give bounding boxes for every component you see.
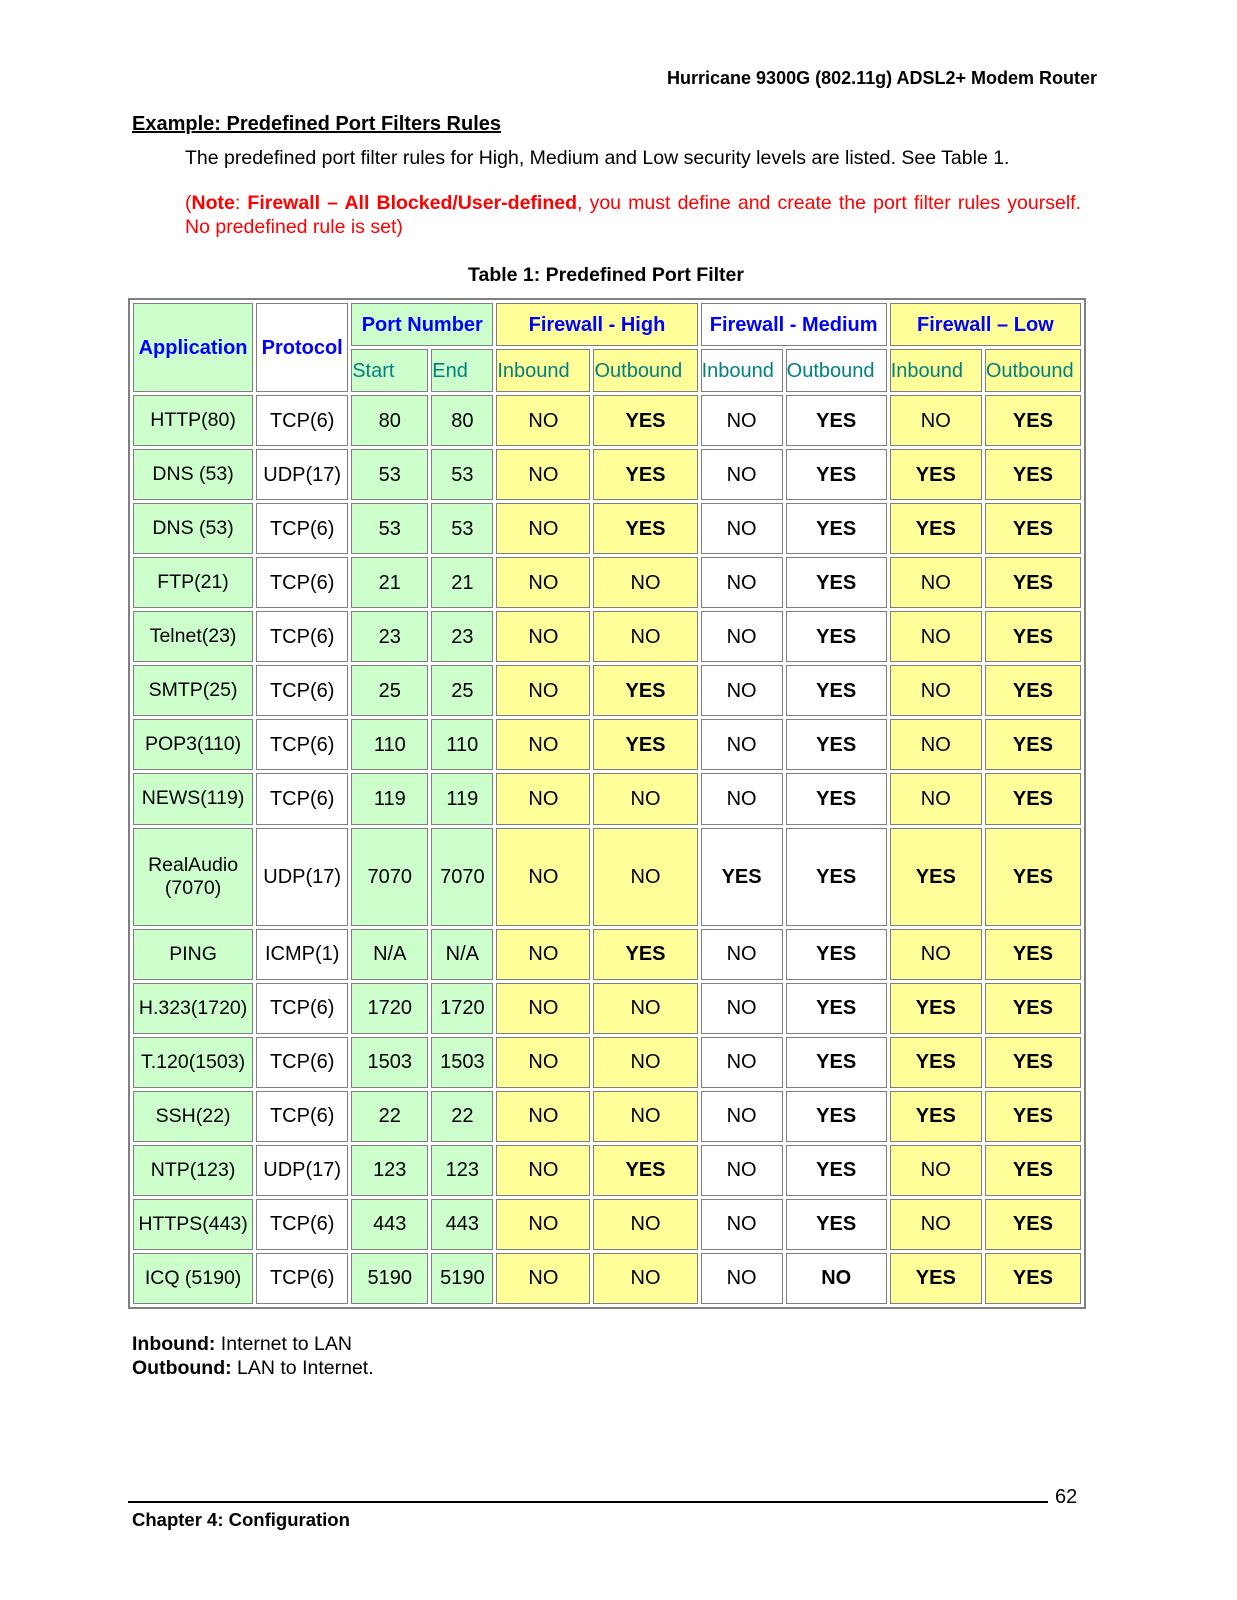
cell-medium-outbound: YES	[786, 773, 887, 824]
cell-high-outbound: YES	[593, 1145, 697, 1196]
cell-protocol: UDP(17)	[256, 1145, 348, 1196]
header-port-number: Port Number	[351, 303, 493, 346]
cell-high-outbound: NO	[593, 611, 697, 662]
cell-application: DNS (53)	[133, 503, 253, 554]
cell-high-outbound: YES	[593, 719, 697, 770]
cell-low-inbound: YES	[890, 449, 982, 500]
cell-protocol: TCP(6)	[256, 983, 348, 1034]
cell-port-start: 110	[351, 719, 428, 770]
cell-medium-inbound: NO	[701, 773, 783, 824]
cell-low-outbound: YES	[985, 929, 1081, 980]
cell-medium-outbound: YES	[786, 449, 887, 500]
cell-port-end: 53	[431, 449, 493, 500]
cell-low-inbound: NO	[890, 557, 982, 608]
cell-low-inbound: YES	[890, 1091, 982, 1142]
cell-medium-outbound: YES	[786, 1091, 887, 1142]
footer-divider	[128, 1501, 1048, 1503]
cell-medium-inbound: NO	[701, 1037, 783, 1088]
cell-port-start: 1503	[351, 1037, 428, 1088]
cell-low-inbound: NO	[890, 611, 982, 662]
header-firewall-low: Firewall – Low	[890, 303, 1081, 346]
cell-port-end: 53	[431, 503, 493, 554]
cell-high-outbound: NO	[593, 1199, 697, 1250]
cell-application: POP3(110)	[133, 719, 253, 770]
cell-port-end: 22	[431, 1091, 493, 1142]
cell-port-start: 21	[351, 557, 428, 608]
cell-low-inbound: NO	[890, 665, 982, 716]
cell-high-inbound: NO	[496, 1253, 590, 1304]
cell-high-inbound: NO	[496, 1145, 590, 1196]
cell-port-end: 23	[431, 611, 493, 662]
cell-medium-outbound: YES	[786, 1199, 887, 1250]
cell-medium-inbound: NO	[701, 929, 783, 980]
cell-low-inbound: YES	[890, 828, 982, 926]
cell-medium-inbound: NO	[701, 1253, 783, 1304]
cell-high-outbound: NO	[593, 773, 697, 824]
cell-application: ICQ (5190)	[133, 1253, 253, 1304]
cell-port-start: 23	[351, 611, 428, 662]
cell-application: DNS (53)	[133, 449, 253, 500]
cell-medium-outbound: YES	[786, 1037, 887, 1088]
note-colon: :	[234, 192, 248, 214]
cell-port-end: N/A	[431, 929, 493, 980]
cell-medium-outbound: YES	[786, 557, 887, 608]
cell-high-outbound: YES	[593, 665, 697, 716]
cell-port-end: 443	[431, 1199, 493, 1250]
subheader-end: End	[431, 349, 493, 392]
header-application: Application	[133, 303, 253, 392]
cell-protocol: TCP(6)	[256, 611, 348, 662]
cell-protocol: TCP(6)	[256, 503, 348, 554]
cell-protocol: TCP(6)	[256, 773, 348, 824]
cell-high-inbound: NO	[496, 983, 590, 1034]
cell-medium-inbound: NO	[701, 395, 783, 446]
cell-low-inbound: YES	[890, 1253, 982, 1304]
cell-high-inbound: NO	[496, 557, 590, 608]
cell-medium-outbound: YES	[786, 983, 887, 1034]
cell-application: SSH(22)	[133, 1091, 253, 1142]
cell-medium-inbound: NO	[701, 719, 783, 770]
cell-protocol: ICMP(1)	[256, 929, 348, 980]
cell-application: H.323(1720)	[133, 983, 253, 1034]
cell-low-inbound: YES	[890, 503, 982, 554]
cell-port-start: 25	[351, 665, 428, 716]
page-number: 62	[1055, 1486, 1078, 1508]
cell-port-start: 5190	[351, 1253, 428, 1304]
cell-port-end: 1503	[431, 1037, 493, 1088]
note-open-paren: (	[185, 192, 192, 214]
cell-protocol: TCP(6)	[256, 395, 348, 446]
subheader-high-outbound: Outbound	[593, 349, 697, 392]
cell-high-inbound: NO	[496, 1091, 590, 1142]
cell-medium-outbound: YES	[786, 395, 887, 446]
table-row	[133, 1199, 1081, 1250]
cell-application: NEWS(119)	[133, 773, 253, 824]
table-row	[133, 611, 1081, 662]
legend-outbound	[132, 1357, 374, 1380]
header-firewall-high: Firewall - High	[496, 303, 697, 346]
note-paragraph	[185, 191, 1081, 239]
cell-application: HTTP(80)	[133, 395, 253, 446]
cell-low-outbound: YES	[985, 557, 1081, 608]
cell-high-inbound: NO	[496, 929, 590, 980]
cell-application: FTP(21)	[133, 557, 253, 608]
cell-application: SMTP(25)	[133, 665, 253, 716]
cell-high-outbound: NO	[593, 557, 697, 608]
cell-medium-inbound: NO	[701, 1145, 783, 1196]
cell-medium-inbound: NO	[701, 1091, 783, 1142]
cell-low-outbound: YES	[985, 719, 1081, 770]
table-row	[133, 773, 1081, 824]
chapter-label: Chapter 4: Configuration	[132, 1509, 350, 1530]
cell-low-outbound: YES	[985, 983, 1081, 1034]
cell-low-inbound: YES	[890, 983, 982, 1034]
subheader-low-inbound: Inbound	[890, 349, 982, 392]
cell-medium-inbound: NO	[701, 1199, 783, 1250]
note-firewall-label: Firewall – All Blocked/User-defined	[247, 192, 577, 214]
cell-medium-outbound: YES	[786, 719, 887, 770]
cell-low-outbound: YES	[985, 1145, 1081, 1196]
cell-low-outbound: YES	[985, 1253, 1081, 1304]
cell-application: T.120(1503)	[133, 1037, 253, 1088]
cell-low-outbound: YES	[985, 828, 1081, 926]
cell-medium-outbound: YES	[786, 828, 887, 926]
cell-protocol: TCP(6)	[256, 1091, 348, 1142]
cell-high-outbound: YES	[593, 503, 697, 554]
cell-medium-outbound: YES	[786, 665, 887, 716]
note-rest: , you must define and create the port filter rules yourself. No predefined rule is set)	[185, 192, 1081, 238]
header-protocol: Protocol	[256, 303, 348, 392]
legend-inbound-label: Inbound:	[132, 1333, 216, 1355]
cell-port-start: 22	[351, 1091, 428, 1142]
port-filter-table	[128, 298, 1086, 1309]
cell-low-outbound: YES	[985, 611, 1081, 662]
cell-low-inbound: NO	[890, 1199, 982, 1250]
cell-high-inbound: NO	[496, 611, 590, 662]
cell-port-end: 110	[431, 719, 493, 770]
section-title: Example: Predefined Port Filters Rules	[132, 113, 501, 135]
cell-port-end: 80	[431, 395, 493, 446]
cell-high-outbound: NO	[593, 828, 697, 926]
cell-low-inbound: NO	[890, 719, 982, 770]
cell-protocol: TCP(6)	[256, 1253, 348, 1304]
cell-medium-inbound: YES	[701, 828, 783, 926]
cell-port-end: 123	[431, 1145, 493, 1196]
cell-high-outbound: YES	[593, 395, 697, 446]
subheader-medium-outbound: Outbound	[786, 349, 887, 392]
cell-high-inbound: NO	[496, 773, 590, 824]
cell-low-inbound: NO	[890, 1145, 982, 1196]
cell-high-inbound: NO	[496, 449, 590, 500]
cell-low-outbound: YES	[985, 449, 1081, 500]
cell-low-outbound: YES	[985, 773, 1081, 824]
cell-low-inbound: YES	[890, 1037, 982, 1088]
cell-medium-inbound: NO	[701, 983, 783, 1034]
cell-high-outbound: NO	[593, 1091, 697, 1142]
header-firewall-medium: Firewall - Medium	[701, 303, 887, 346]
cell-port-start: 80	[351, 395, 428, 446]
cell-medium-outbound: NO	[786, 1253, 887, 1304]
cell-protocol: TCP(6)	[256, 1037, 348, 1088]
table-row	[133, 929, 1081, 980]
document-header: Hurricane 9300G (802.11g) ADSL2+ Modem Router	[667, 68, 1097, 88]
table-row	[133, 719, 1081, 770]
table-row	[133, 1037, 1081, 1088]
table-row	[133, 1253, 1081, 1304]
cell-medium-inbound: NO	[701, 449, 783, 500]
table-row	[133, 1145, 1081, 1196]
table-caption: Table 1: Predefined Port Filter	[468, 264, 744, 286]
cell-port-start: 443	[351, 1199, 428, 1250]
subheader-low-outbound: Outbound	[985, 349, 1081, 392]
cell-high-inbound: NO	[496, 828, 590, 926]
cell-high-inbound: NO	[496, 1199, 590, 1250]
cell-port-start: 53	[351, 449, 428, 500]
cell-port-start: 119	[351, 773, 428, 824]
cell-protocol: UDP(17)	[256, 449, 348, 500]
cell-high-inbound: NO	[496, 503, 590, 554]
cell-high-outbound: NO	[593, 1037, 697, 1088]
cell-port-end: 25	[431, 665, 493, 716]
legend-inbound-text: Internet to LAN	[215, 1333, 352, 1355]
table-row	[133, 1091, 1081, 1142]
table-row	[133, 503, 1081, 554]
legend-outbound-label: Outbound:	[132, 1357, 232, 1379]
cell-low-outbound: YES	[985, 1199, 1081, 1250]
subheader-start: Start	[351, 349, 428, 392]
cell-protocol: TCP(6)	[256, 719, 348, 770]
cell-medium-inbound: NO	[701, 665, 783, 716]
cell-port-start: 7070	[351, 828, 428, 926]
legend-inbound	[132, 1333, 352, 1356]
cell-port-end: 5190	[431, 1253, 493, 1304]
cell-application: Telnet(23)	[133, 611, 253, 662]
cell-high-outbound: YES	[593, 929, 697, 980]
cell-high-outbound: NO	[593, 1253, 697, 1304]
cell-high-inbound: NO	[496, 395, 590, 446]
table-row	[133, 828, 1081, 926]
table-row	[133, 449, 1081, 500]
cell-high-outbound: YES	[593, 449, 697, 500]
cell-application: NTP(123)	[133, 1145, 253, 1196]
cell-port-start: 53	[351, 503, 428, 554]
cell-medium-inbound: NO	[701, 557, 783, 608]
cell-port-end: 21	[431, 557, 493, 608]
cell-application: PING	[133, 929, 253, 980]
cell-medium-inbound: NO	[701, 503, 783, 554]
cell-low-outbound: YES	[985, 1037, 1081, 1088]
cell-protocol: UDP(17)	[256, 828, 348, 926]
cell-high-inbound: NO	[496, 719, 590, 770]
cell-high-inbound: NO	[496, 665, 590, 716]
table-row	[133, 395, 1081, 446]
cell-medium-inbound: NO	[701, 611, 783, 662]
intro-paragraph: The predefined port filter rules for High, Medium and Low security levels are listed. See Table 1.	[185, 147, 1010, 169]
cell-port-start: N/A	[351, 929, 428, 980]
cell-low-outbound: YES	[985, 395, 1081, 446]
cell-protocol: TCP(6)	[256, 1199, 348, 1250]
cell-port-end: 1720	[431, 983, 493, 1034]
cell-medium-outbound: YES	[786, 1145, 887, 1196]
cell-port-end: 119	[431, 773, 493, 824]
table-row	[133, 983, 1081, 1034]
cell-protocol: TCP(6)	[256, 665, 348, 716]
cell-port-end: 7070	[431, 828, 493, 926]
cell-low-inbound: NO	[890, 929, 982, 980]
note-label: Note	[191, 192, 235, 214]
table-row	[133, 557, 1081, 608]
cell-protocol: TCP(6)	[256, 557, 348, 608]
table-row	[133, 665, 1081, 716]
cell-low-outbound: YES	[985, 665, 1081, 716]
cell-port-start: 123	[351, 1145, 428, 1196]
cell-low-inbound: NO	[890, 395, 982, 446]
legend-outbound-text: LAN to Internet.	[231, 1357, 374, 1379]
cell-medium-outbound: YES	[786, 611, 887, 662]
cell-high-outbound: NO	[593, 983, 697, 1034]
subheader-medium-inbound: Inbound	[701, 349, 783, 392]
cell-medium-outbound: YES	[786, 503, 887, 554]
cell-application: RealAudio (7070)	[133, 828, 253, 926]
cell-application: HTTPS(443)	[133, 1199, 253, 1250]
cell-high-inbound: NO	[496, 1037, 590, 1088]
cell-low-outbound: YES	[985, 503, 1081, 554]
cell-port-start: 1720	[351, 983, 428, 1034]
cell-medium-outbound: YES	[786, 929, 887, 980]
cell-low-inbound: NO	[890, 773, 982, 824]
cell-low-outbound: YES	[985, 1091, 1081, 1142]
subheader-high-inbound: Inbound	[496, 349, 590, 392]
